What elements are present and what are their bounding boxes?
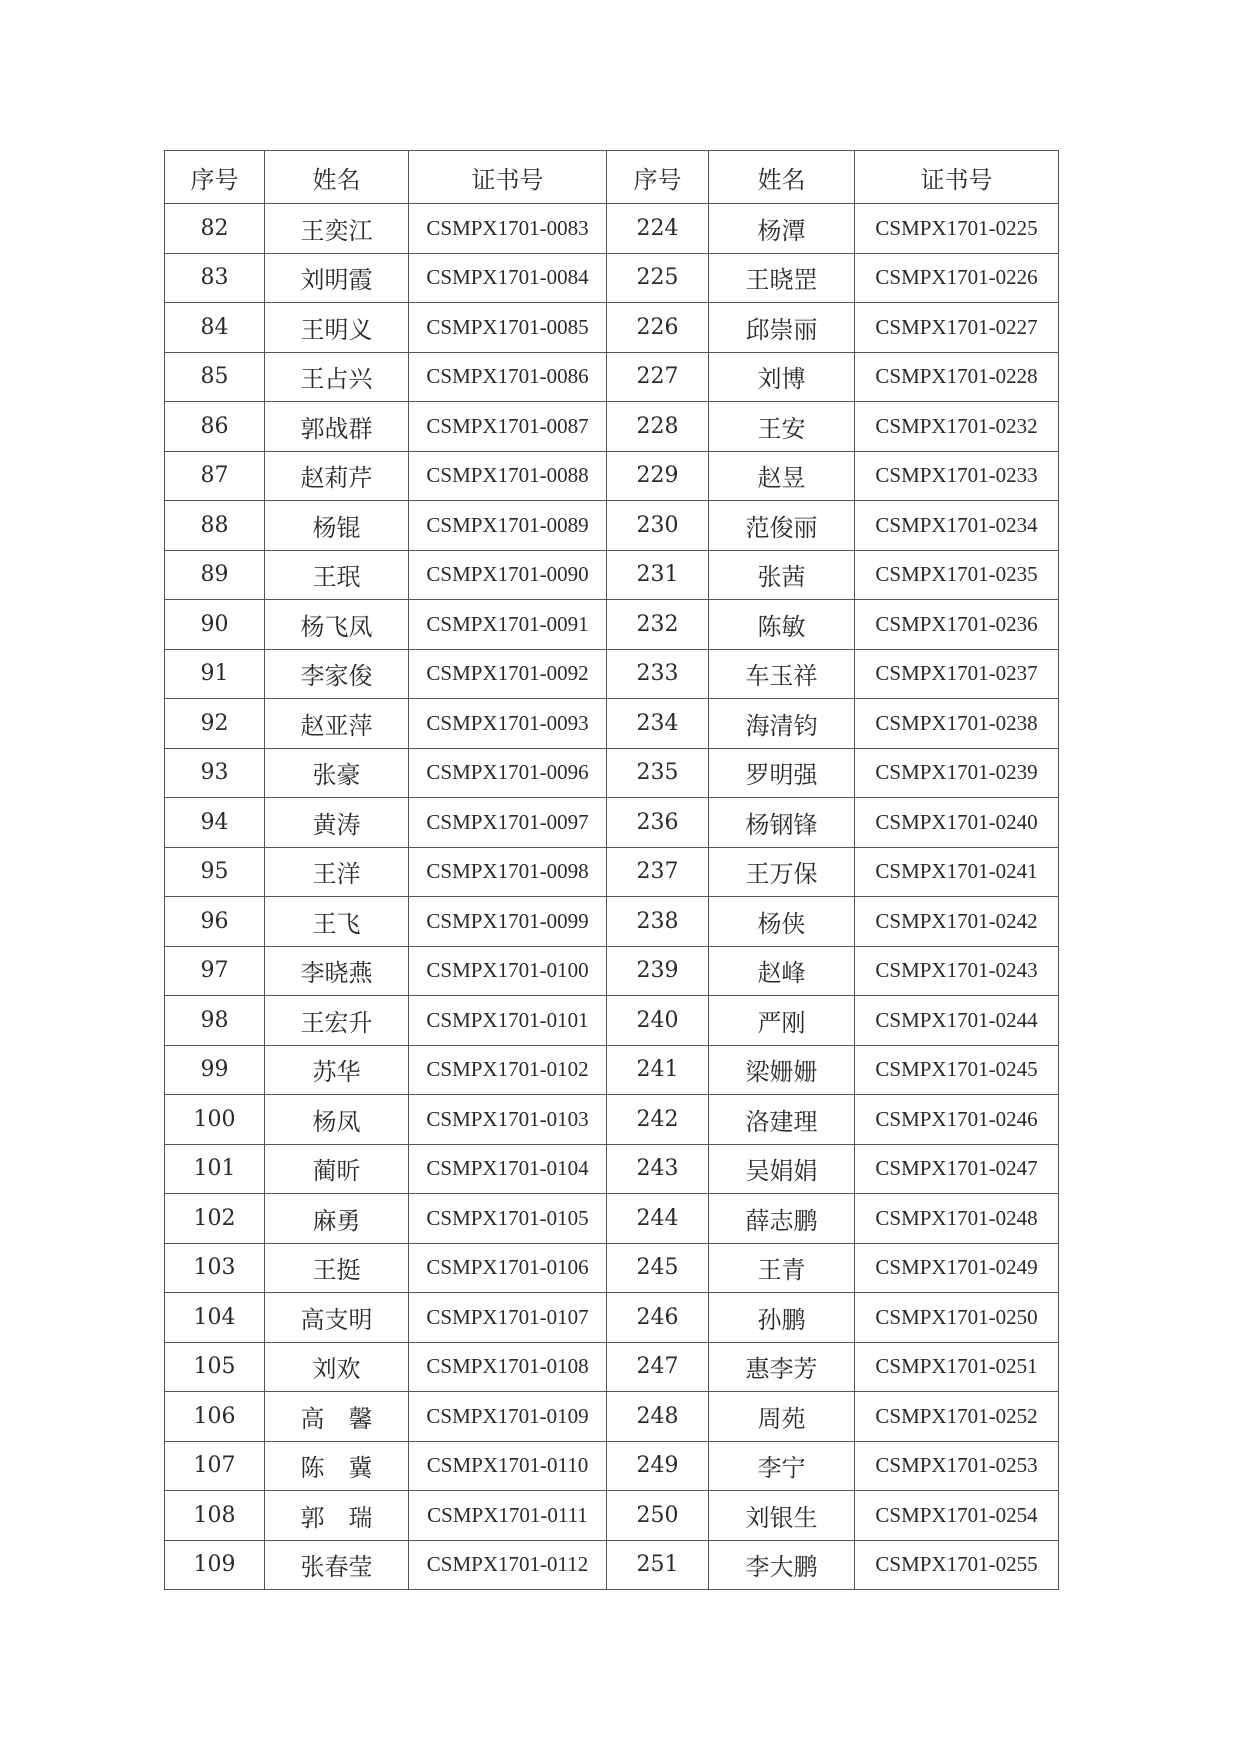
cell-seq-right: 242 [607, 1095, 709, 1145]
table-row [165, 996, 1059, 1046]
table-row [165, 798, 1059, 848]
cell-name-right: 范俊丽 [709, 501, 855, 551]
cell-name-left: 王洋 [265, 847, 409, 897]
cell-seq-left: 86 [165, 402, 265, 452]
header-name-left: 姓名 [265, 151, 409, 204]
cell-name-right: 洛建理 [709, 1095, 855, 1145]
cell-seq-left: 108 [165, 1491, 265, 1541]
cell-cert-left: CSMPX1701-0108 [409, 1342, 607, 1392]
cell-seq-left: 97 [165, 946, 265, 996]
cell-seq-left: 87 [165, 451, 265, 501]
cell-cert-right: CSMPX1701-0252 [855, 1392, 1059, 1442]
cell-seq-left: 98 [165, 996, 265, 1046]
cell-cert-right: CSMPX1701-0246 [855, 1095, 1059, 1145]
cell-seq-right: 233 [607, 649, 709, 699]
cell-cert-right: CSMPX1701-0255 [855, 1540, 1059, 1590]
cell-seq-left: 93 [165, 748, 265, 798]
cell-seq-left: 88 [165, 501, 265, 551]
cell-name-left: 高支明 [265, 1293, 409, 1343]
table-row [165, 352, 1059, 402]
cell-name-right: 罗明强 [709, 748, 855, 798]
cell-seq-left: 99 [165, 1045, 265, 1095]
cell-name-right: 王安 [709, 402, 855, 452]
cell-name-left: 王挺 [265, 1243, 409, 1293]
cell-name-right: 王青 [709, 1243, 855, 1293]
header-cert-right: 证书号 [855, 151, 1059, 204]
cell-cert-left: CSMPX1701-0096 [409, 748, 607, 798]
cell-cert-left: CSMPX1701-0092 [409, 649, 607, 699]
cell-cert-right: CSMPX1701-0228 [855, 352, 1059, 402]
cell-name-left: 陈 冀 [265, 1441, 409, 1491]
cell-name-left: 高 馨 [265, 1392, 409, 1442]
cell-seq-right: 243 [607, 1144, 709, 1194]
cell-cert-left: CSMPX1701-0087 [409, 402, 607, 452]
cell-name-right: 赵昱 [709, 451, 855, 501]
cell-cert-right: CSMPX1701-0242 [855, 897, 1059, 947]
table-row [165, 1243, 1059, 1293]
cell-name-right: 邱崇丽 [709, 303, 855, 353]
cell-seq-right: 244 [607, 1194, 709, 1244]
cell-cert-left: CSMPX1701-0103 [409, 1095, 607, 1145]
cell-name-left: 王占兴 [265, 352, 409, 402]
cell-name-right: 张茜 [709, 550, 855, 600]
cell-seq-left: 92 [165, 699, 265, 749]
cell-name-left: 郭战群 [265, 402, 409, 452]
header-row [165, 151, 1059, 204]
table-row [165, 699, 1059, 749]
table-row [165, 451, 1059, 501]
cell-cert-right: CSMPX1701-0248 [855, 1194, 1059, 1244]
cell-name-right: 刘博 [709, 352, 855, 402]
cell-seq-right: 235 [607, 748, 709, 798]
cell-cert-left: CSMPX1701-0098 [409, 847, 607, 897]
table-row [165, 748, 1059, 798]
cell-cert-left: CSMPX1701-0086 [409, 352, 607, 402]
cell-cert-left: CSMPX1701-0091 [409, 600, 607, 650]
cell-seq-left: 89 [165, 550, 265, 600]
cell-seq-right: 237 [607, 847, 709, 897]
table-row [165, 1095, 1059, 1145]
table-row [165, 204, 1059, 254]
cell-name-left: 张春莹 [265, 1540, 409, 1590]
cell-name-right: 海清钧 [709, 699, 855, 749]
cell-cert-right: CSMPX1701-0253 [855, 1441, 1059, 1491]
cell-cert-left: CSMPX1701-0088 [409, 451, 607, 501]
table-row [165, 1540, 1059, 1590]
cell-cert-right: CSMPX1701-0234 [855, 501, 1059, 551]
cell-name-right: 刘银生 [709, 1491, 855, 1541]
cell-name-left: 苏华 [265, 1045, 409, 1095]
cell-cert-left: CSMPX1701-0105 [409, 1194, 607, 1244]
cell-seq-right: 229 [607, 451, 709, 501]
cell-cert-left: CSMPX1701-0111 [409, 1491, 607, 1541]
cell-seq-right: 224 [607, 204, 709, 254]
cell-seq-left: 100 [165, 1095, 265, 1145]
cell-name-left: 王奕江 [265, 204, 409, 254]
cell-cert-left: CSMPX1701-0109 [409, 1392, 607, 1442]
cell-cert-right: CSMPX1701-0247 [855, 1144, 1059, 1194]
cell-name-left: 赵亚萍 [265, 699, 409, 749]
cell-cert-right: CSMPX1701-0235 [855, 550, 1059, 600]
cell-name-right: 王晓罡 [709, 253, 855, 303]
cell-seq-left: 82 [165, 204, 265, 254]
table-row [165, 501, 1059, 551]
cell-name-left: 李晓燕 [265, 946, 409, 996]
cell-cert-left: CSMPX1701-0106 [409, 1243, 607, 1293]
cell-seq-left: 95 [165, 847, 265, 897]
cell-seq-right: 228 [607, 402, 709, 452]
cell-name-right: 惠李芳 [709, 1342, 855, 1392]
table-row [165, 946, 1059, 996]
cell-name-right: 李大鹏 [709, 1540, 855, 1590]
table-row [165, 1342, 1059, 1392]
cell-cert-left: CSMPX1701-0102 [409, 1045, 607, 1095]
cell-seq-right: 249 [607, 1441, 709, 1491]
cell-seq-right: 230 [607, 501, 709, 551]
cell-cert-left: CSMPX1701-0099 [409, 897, 607, 947]
table-row [165, 1194, 1059, 1244]
cell-name-left: 王飞 [265, 897, 409, 947]
cell-cert-right: CSMPX1701-0243 [855, 946, 1059, 996]
cell-cert-left: CSMPX1701-0104 [409, 1144, 607, 1194]
cell-name-right: 梁姗姗 [709, 1045, 855, 1095]
cell-cert-right: CSMPX1701-0238 [855, 699, 1059, 749]
cell-cert-left: CSMPX1701-0107 [409, 1293, 607, 1343]
cell-seq-left: 109 [165, 1540, 265, 1590]
cell-seq-left: 103 [165, 1243, 265, 1293]
cell-seq-right: 234 [607, 699, 709, 749]
cell-name-right: 李宁 [709, 1441, 855, 1491]
cell-cert-right: CSMPX1701-0226 [855, 253, 1059, 303]
cell-name-left: 赵莉芹 [265, 451, 409, 501]
header-seq-right: 序号 [607, 151, 709, 204]
cell-name-right: 严刚 [709, 996, 855, 1046]
cell-seq-left: 96 [165, 897, 265, 947]
cell-seq-left: 85 [165, 352, 265, 402]
cell-name-left: 张豪 [265, 748, 409, 798]
table-row [165, 1045, 1059, 1095]
cell-cert-right: CSMPX1701-0237 [855, 649, 1059, 699]
cell-seq-left: 84 [165, 303, 265, 353]
cell-name-left: 麻勇 [265, 1194, 409, 1244]
table-row [165, 1144, 1059, 1194]
cell-seq-right: 251 [607, 1540, 709, 1590]
cell-cert-right: CSMPX1701-0227 [855, 303, 1059, 353]
cell-name-left: 王明义 [265, 303, 409, 353]
cell-cert-left: CSMPX1701-0097 [409, 798, 607, 848]
cell-name-right: 赵峰 [709, 946, 855, 996]
table-row [165, 1392, 1059, 1442]
certificate-table [164, 150, 1059, 1590]
cell-seq-right: 236 [607, 798, 709, 848]
cell-seq-right: 247 [607, 1342, 709, 1392]
cell-name-left: 杨凤 [265, 1095, 409, 1145]
cell-cert-left: CSMPX1701-0089 [409, 501, 607, 551]
cell-cert-left: CSMPX1701-0101 [409, 996, 607, 1046]
table-row [165, 649, 1059, 699]
cell-name-right: 薛志鹏 [709, 1194, 855, 1244]
cell-seq-right: 239 [607, 946, 709, 996]
cell-cert-left: CSMPX1701-0093 [409, 699, 607, 749]
cell-cert-left: CSMPX1701-0090 [409, 550, 607, 600]
cell-name-left: 刘欢 [265, 1342, 409, 1392]
table-row [165, 600, 1059, 650]
cell-cert-right: CSMPX1701-0236 [855, 600, 1059, 650]
cell-seq-left: 90 [165, 600, 265, 650]
cell-cert-left: CSMPX1701-0100 [409, 946, 607, 996]
cell-seq-right: 227 [607, 352, 709, 402]
header-name-right: 姓名 [709, 151, 855, 204]
cell-name-right: 孙鹏 [709, 1293, 855, 1343]
cell-name-left: 黄涛 [265, 798, 409, 848]
cell-cert-right: CSMPX1701-0240 [855, 798, 1059, 848]
cell-name-right: 周苑 [709, 1392, 855, 1442]
cell-name-left: 王珉 [265, 550, 409, 600]
cell-name-right: 陈敏 [709, 600, 855, 650]
cell-seq-left: 105 [165, 1342, 265, 1392]
cell-cert-left: CSMPX1701-0112 [409, 1540, 607, 1590]
cell-cert-right: CSMPX1701-0254 [855, 1491, 1059, 1541]
cell-name-left: 杨飞凤 [265, 600, 409, 650]
cell-name-right: 杨钢锋 [709, 798, 855, 848]
cell-cert-left: CSMPX1701-0084 [409, 253, 607, 303]
cell-name-left: 刘明霞 [265, 253, 409, 303]
cell-seq-left: 107 [165, 1441, 265, 1491]
cell-cert-right: CSMPX1701-0241 [855, 847, 1059, 897]
cell-seq-right: 240 [607, 996, 709, 1046]
cell-seq-right: 226 [607, 303, 709, 353]
table-row [165, 1293, 1059, 1343]
table-row [165, 847, 1059, 897]
cell-seq-left: 106 [165, 1392, 265, 1442]
cell-name-left: 王宏升 [265, 996, 409, 1046]
cell-cert-left: CSMPX1701-0110 [409, 1441, 607, 1491]
cell-seq-left: 83 [165, 253, 265, 303]
cell-cert-right: CSMPX1701-0251 [855, 1342, 1059, 1392]
cell-name-left: 杨锟 [265, 501, 409, 551]
cell-cert-right: CSMPX1701-0249 [855, 1243, 1059, 1293]
table-row [165, 1491, 1059, 1541]
cell-seq-right: 238 [607, 897, 709, 947]
cell-seq-left: 102 [165, 1194, 265, 1244]
cell-seq-left: 94 [165, 798, 265, 848]
table-row [165, 303, 1059, 353]
cell-cert-right: CSMPX1701-0233 [855, 451, 1059, 501]
header-seq-left: 序号 [165, 151, 265, 204]
cell-name-left: 蔺昕 [265, 1144, 409, 1194]
cell-name-right: 王万保 [709, 847, 855, 897]
cell-name-left: 李家俊 [265, 649, 409, 699]
cell-name-right: 杨潭 [709, 204, 855, 254]
cell-cert-right: CSMPX1701-0232 [855, 402, 1059, 452]
cell-seq-right: 248 [607, 1392, 709, 1442]
cell-seq-right: 245 [607, 1243, 709, 1293]
cell-cert-right: CSMPX1701-0225 [855, 204, 1059, 254]
cell-seq-right: 225 [607, 253, 709, 303]
cell-name-left: 郭 瑞 [265, 1491, 409, 1541]
cell-seq-left: 101 [165, 1144, 265, 1194]
table-row [165, 897, 1059, 947]
cell-cert-right: CSMPX1701-0244 [855, 996, 1059, 1046]
cell-cert-left: CSMPX1701-0083 [409, 204, 607, 254]
cell-seq-right: 232 [607, 600, 709, 650]
cell-seq-right: 246 [607, 1293, 709, 1343]
cell-cert-right: CSMPX1701-0239 [855, 748, 1059, 798]
cell-cert-right: CSMPX1701-0250 [855, 1293, 1059, 1343]
cell-seq-left: 104 [165, 1293, 265, 1343]
table-row [165, 1441, 1059, 1491]
cell-seq-right: 231 [607, 550, 709, 600]
cell-seq-right: 241 [607, 1045, 709, 1095]
cell-name-right: 杨侠 [709, 897, 855, 947]
table-row [165, 402, 1059, 452]
cell-seq-left: 91 [165, 649, 265, 699]
table-row [165, 550, 1059, 600]
cell-cert-right: CSMPX1701-0245 [855, 1045, 1059, 1095]
table-row [165, 253, 1059, 303]
cell-seq-right: 250 [607, 1491, 709, 1541]
header-cert-left: 证书号 [409, 151, 607, 204]
cell-name-right: 车玉祥 [709, 649, 855, 699]
cell-cert-left: CSMPX1701-0085 [409, 303, 607, 353]
cell-name-right: 吴娟娟 [709, 1144, 855, 1194]
